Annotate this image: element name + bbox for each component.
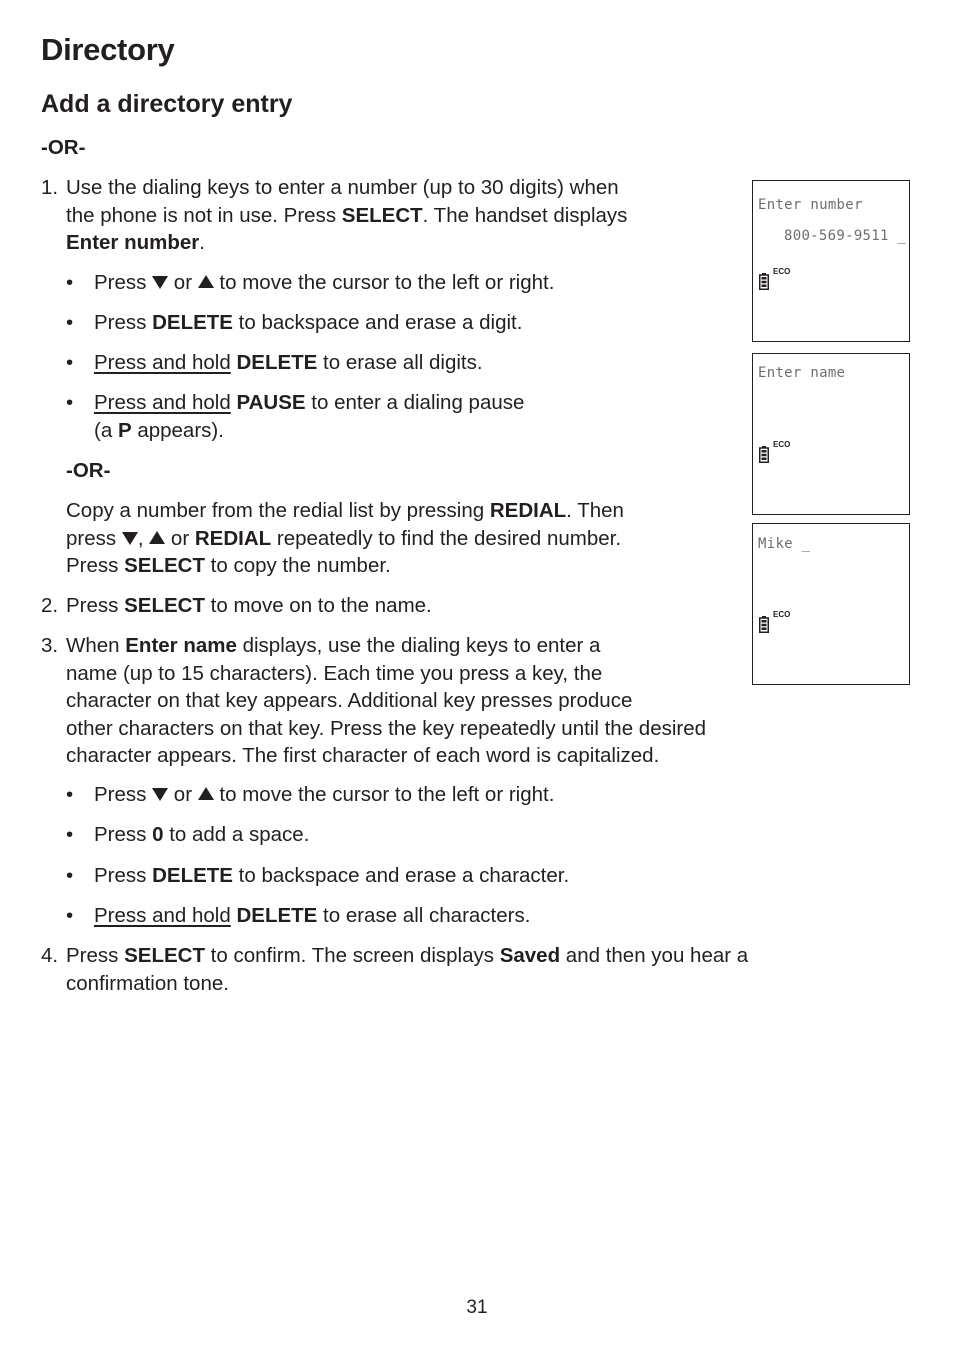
redial-copy-text: Copy a number from the redial list by pressing REDIAL. Then press , or REDIAL repeatedly to find the desired number. Press SELECT to copy the number. bbox=[66, 499, 624, 577]
step2-text: Press SELECT to move on to the name. bbox=[66, 594, 432, 617]
battery-icon bbox=[759, 616, 769, 633]
bullet-icon: • bbox=[66, 783, 74, 806]
page-title: Directory bbox=[41, 32, 175, 67]
step-number: 3. bbox=[41, 634, 59, 657]
bullet-pause: Press and hold PAUSE to enter a dialing pause (a P appears). bbox=[94, 391, 525, 442]
bullet-icon: • bbox=[66, 271, 74, 294]
step1-text: Use the dialing keys to enter a number (up to 30 digits) when the phone is not in use. Press SELECT. The handset displays Enter number. bbox=[66, 176, 628, 254]
screen-line: Enter number bbox=[758, 197, 863, 213]
eco-label: ECO bbox=[773, 440, 791, 449]
up-triangle-icon bbox=[198, 787, 214, 800]
page-number: 31 bbox=[466, 1297, 488, 1318]
eco-label: ECO bbox=[773, 267, 791, 276]
bullet-space: Press 0 to add a space. bbox=[94, 823, 310, 846]
bullet-icon: • bbox=[66, 864, 74, 887]
bullet-icon: • bbox=[66, 351, 74, 374]
up-triangle-icon bbox=[198, 275, 214, 288]
down-triangle-icon bbox=[152, 788, 168, 801]
up-triangle-icon bbox=[149, 531, 165, 544]
bullet-delete-all: Press and hold DELETE to erase all characters. bbox=[94, 904, 531, 927]
bullet-delete: Press DELETE to backspace and erase a character. bbox=[94, 864, 570, 887]
down-triangle-icon bbox=[122, 532, 138, 545]
handset-screen-name-entry bbox=[752, 523, 910, 685]
bullet-icon: • bbox=[66, 823, 74, 846]
section-subtitle: Add a directory entry bbox=[41, 90, 293, 118]
handset-screen-enter-number bbox=[752, 180, 910, 342]
step4-text: Press SELECT to confirm. The screen displays Saved and then you hear a confirmation tone. bbox=[66, 944, 749, 995]
bullet-icon: • bbox=[66, 391, 74, 414]
bullet-icon: • bbox=[66, 904, 74, 927]
bullet-cursor: Press or to move the cursor to the left or right. bbox=[94, 783, 555, 806]
screen-line: Enter name bbox=[758, 365, 846, 381]
screen-line: Mike _ bbox=[758, 536, 811, 552]
or-label: -OR- bbox=[66, 459, 111, 482]
step-number: 4. bbox=[41, 944, 59, 967]
bullet-delete: Press DELETE to backspace and erase a digit. bbox=[94, 311, 523, 334]
down-triangle-icon bbox=[152, 276, 168, 289]
bullet-cursor: Press or to move the cursor to the left or right. bbox=[94, 271, 555, 294]
step3-text: When Enter name displays, use the dialing keys to enter a name (up to 15 characters). Each time you press a key, the character on that key appears. Additional key presses produce other characters on that key. Press the key repeatedly until the desired character appears. The first character of each word is capitalized. bbox=[66, 634, 707, 767]
battery-icon bbox=[759, 273, 769, 290]
battery-icon bbox=[759, 446, 769, 463]
or-label: -OR- bbox=[41, 136, 86, 159]
bullet-icon: • bbox=[66, 311, 74, 334]
handset-screen-enter-name bbox=[752, 353, 910, 515]
bullet-delete-all: Press and hold DELETE to erase all digits. bbox=[94, 351, 483, 374]
eco-label: ECO bbox=[773, 610, 791, 619]
step-number: 2. bbox=[41, 594, 59, 617]
screen-number: 800-569-9511 _ bbox=[784, 228, 907, 244]
step-number: 1. bbox=[41, 176, 59, 199]
